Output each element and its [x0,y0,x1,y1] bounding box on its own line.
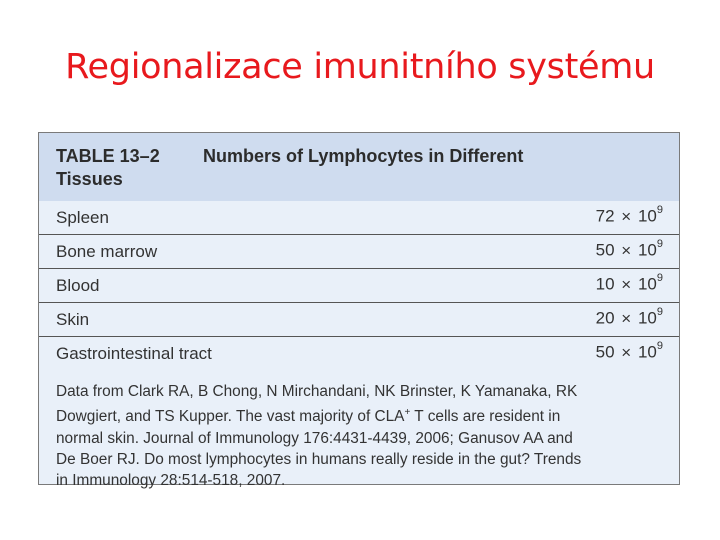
row-base: 10 [637,274,657,294]
lymphocyte-table [38,132,680,490]
row-exponent: 9 [656,340,663,352]
row-base: 10 [637,206,657,226]
row-base: 10 [637,308,657,328]
row-count [596,206,663,227]
row-count [596,240,663,261]
footnote-line: normal skin. Journal of Immunology 176:4431-4439, 2006; Ganusov AA and [56,429,573,447]
table-footnote [56,381,666,492]
row-exponent: 9 [656,204,663,216]
table-row [39,337,679,370]
table-number-label: TABLE 13–2 [56,146,160,166]
table-row [39,269,679,303]
footnote-line [56,402,666,427]
row-mantissa: 72 [595,206,615,226]
row-mantissa: 10 [595,274,615,294]
slide-title: Regionalizace imunitního systému [65,47,655,87]
table-header [39,133,679,201]
row-tissue: Gastrointestinal tract [56,344,212,363]
table-row [39,201,679,235]
footnote-line: in Immunology 28:514-518, 2007. [56,472,286,490]
footnote-superscript: + [404,407,411,419]
row-multiply: × [621,240,632,260]
table-number [56,145,160,191]
row-multiply: × [621,206,632,226]
row-tissue: Blood [56,276,100,295]
row-mantissa: 50 [595,342,615,362]
footnote-line: De Boer RJ. Do most lymphocytes in humans really reside in the gut? Trends [56,451,582,469]
row-exponent: 9 [656,272,663,284]
row-base: 10 [637,342,657,362]
row-multiply: × [621,274,632,294]
row-count [596,342,663,363]
row-multiply: × [621,342,632,362]
row-tissue: Skin [56,310,90,329]
row-mantissa: 50 [595,240,615,260]
footnote-text: T cells are resident in [410,408,561,426]
row-count [596,274,663,295]
footnote-line: Data from Clark RA, B Chong, N Mirchandani, NK Brinster, K Yamanaka, RK [56,383,578,400]
table-rows [39,201,679,370]
table-row [39,303,679,337]
row-mantissa: 20 [595,308,615,328]
row-multiply: × [621,308,632,328]
table-caption-line2: Tissues [56,169,123,189]
footnote-text: Dowgiert, and TS Kupper. The vast majority of CLA [56,408,405,426]
table-caption: Numbers of Lymphocytes in Different [203,146,524,166]
row-base: 10 [637,240,657,260]
row-exponent: 9 [656,238,663,250]
table-row [39,235,679,269]
row-count [596,308,663,329]
row-tissue: Bone marrow [56,242,158,261]
row-tissue: Spleen [56,208,109,227]
row-exponent: 9 [656,306,663,318]
